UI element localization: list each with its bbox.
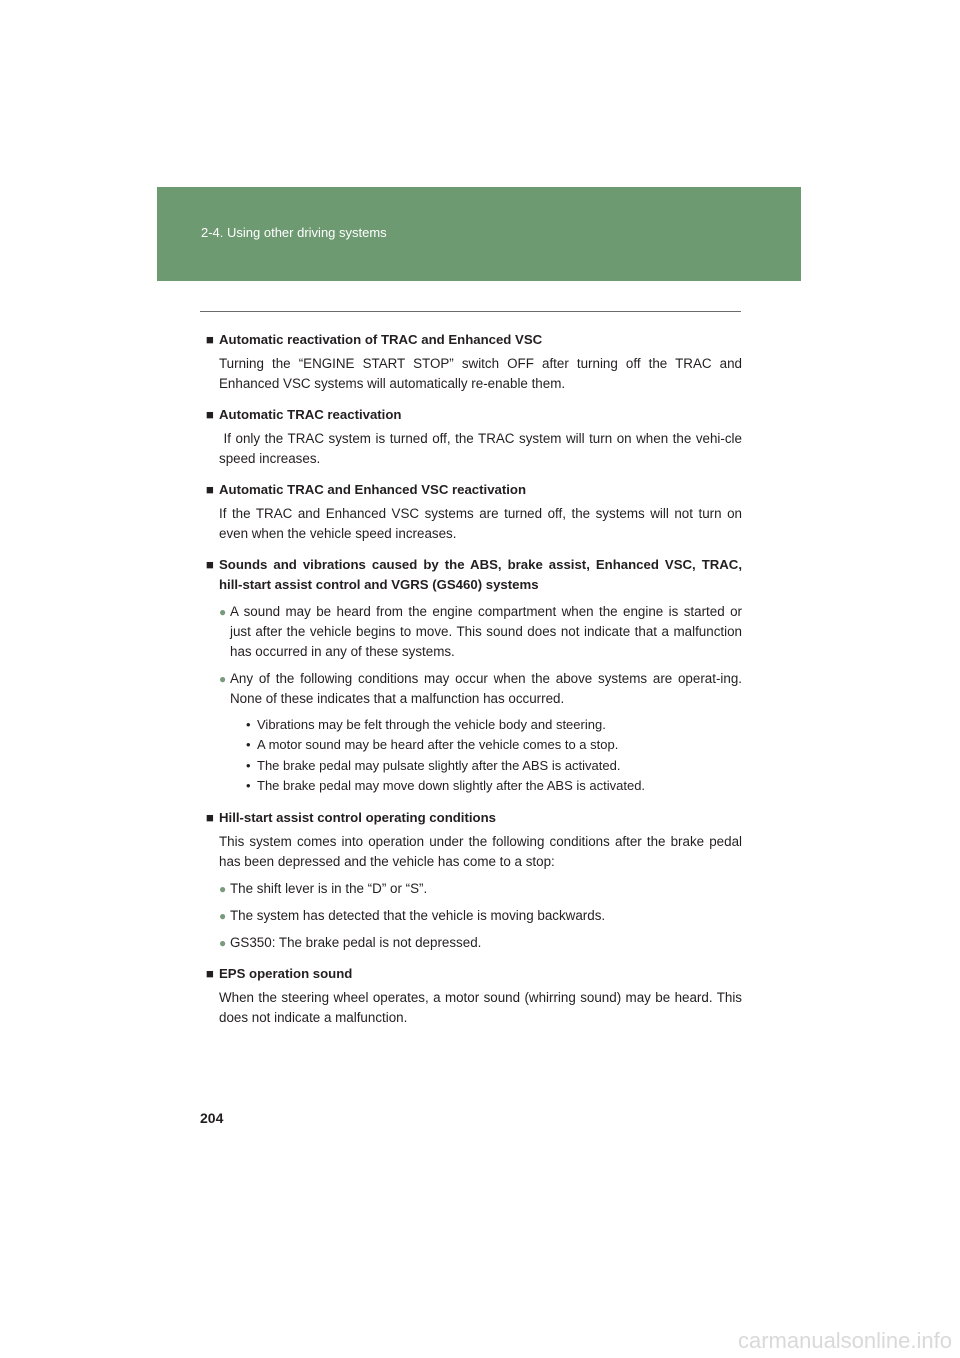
circle-bullet-icon: ● (219, 935, 227, 950)
dot-bullet-icon: • (246, 757, 251, 773)
square-bullet-icon: ■ (206, 809, 214, 825)
list-item: ● Any of the following conditions may occur when the above systems are operat-ing. None of these indicates that a malfunction has occurred. (219, 669, 742, 709)
square-bullet-icon: ■ (206, 557, 214, 572)
section-heading: ■ Automatic TRAC reactivation (206, 405, 742, 425)
section-heading: ■ Automatic TRAC and Enhanced VSC reactivation (206, 480, 742, 500)
list-item: ● The system has detected that the vehicle is moving backwards. (219, 906, 742, 926)
dot-bullet-icon: • (246, 717, 251, 732)
section-paragraph: If the TRAC and Enhanced VSC systems are turned off, the systems will not turn on even when the vehicle speed increases. (219, 506, 742, 541)
circle-bullet-icon: ● (219, 908, 227, 923)
section-paragraph: This system comes into operation under the following conditions after the brake pedal has been depressed and the vehicle has come to a stop: (219, 833, 742, 869)
watermark: carmanualsonline.info (737, 1328, 952, 1353)
section-paragraph: If only the TRAC system is turned off, the TRAC system will turn on when the vehi-cle speed increases. (219, 431, 746, 466)
dot-bullet-icon: • (246, 737, 251, 753)
circle-bullet-icon: ● (219, 881, 227, 896)
content-body (206, 330, 746, 1028)
sub-list-item: • A motor sound may be heard after the vehicle comes to a stop. (246, 735, 742, 755)
dot-bullet-icon: • (246, 778, 251, 794)
section-heading: ■ EPS operation sound (206, 964, 742, 984)
section-paragraph: Turning the “ENGINE START STOP” switch OFF after turning off the TRAC and Enhanced VSC systems will automatically re-enable them. (219, 356, 742, 391)
page-number: 204 (200, 1110, 224, 1126)
square-bullet-icon: ■ (206, 332, 214, 347)
sub-list (246, 715, 742, 797)
square-bullet-icon: ■ (206, 965, 214, 981)
circle-bullet-icon: ● (219, 605, 227, 619)
circle-bullet-icon: ● (219, 672, 227, 686)
header-band (157, 187, 801, 281)
section-heading: ■ Sounds and vibrations caused by the ABS, brake assist, Enhanced VSC, TRAC, hill-start assist control and VGRS (GS460) systems (206, 555, 742, 595)
list-item: ● The shift lever is in the “D” or “S”. (219, 879, 742, 899)
square-bullet-icon: ■ (206, 482, 214, 497)
section-heading: ■ Hill-start assist control operating conditions (206, 808, 742, 828)
section-paragraph: When the steering wheel operates, a motor sound (whirring sound) may be heard. This does not indicate a malfunction. (219, 989, 742, 1025)
list-item: ● GS350: The brake pedal is not depressed. (219, 933, 742, 953)
sub-list-item: • The brake pedal may pulsate slightly after the ABS is activated. (246, 756, 742, 776)
sub-list-item: • The brake pedal may move down slightly after the ABS is activated. (246, 776, 742, 796)
section-title: 2-4. Using other driving systems (201, 225, 387, 240)
square-bullet-icon: ■ (206, 407, 214, 422)
sub-list-item: • Vibrations may be felt through the vehicle body and steering. (246, 715, 742, 735)
list-item: ● A sound may be heard from the engine compartment when the engine is started or just after the vehicle begins to move. This sound does not indicate that a malfunction has occurred in any of these systems. (219, 602, 742, 662)
divider-rule (200, 311, 741, 312)
section-heading: ■ Automatic reactivation of TRAC and Enhanced VSC (206, 330, 742, 350)
